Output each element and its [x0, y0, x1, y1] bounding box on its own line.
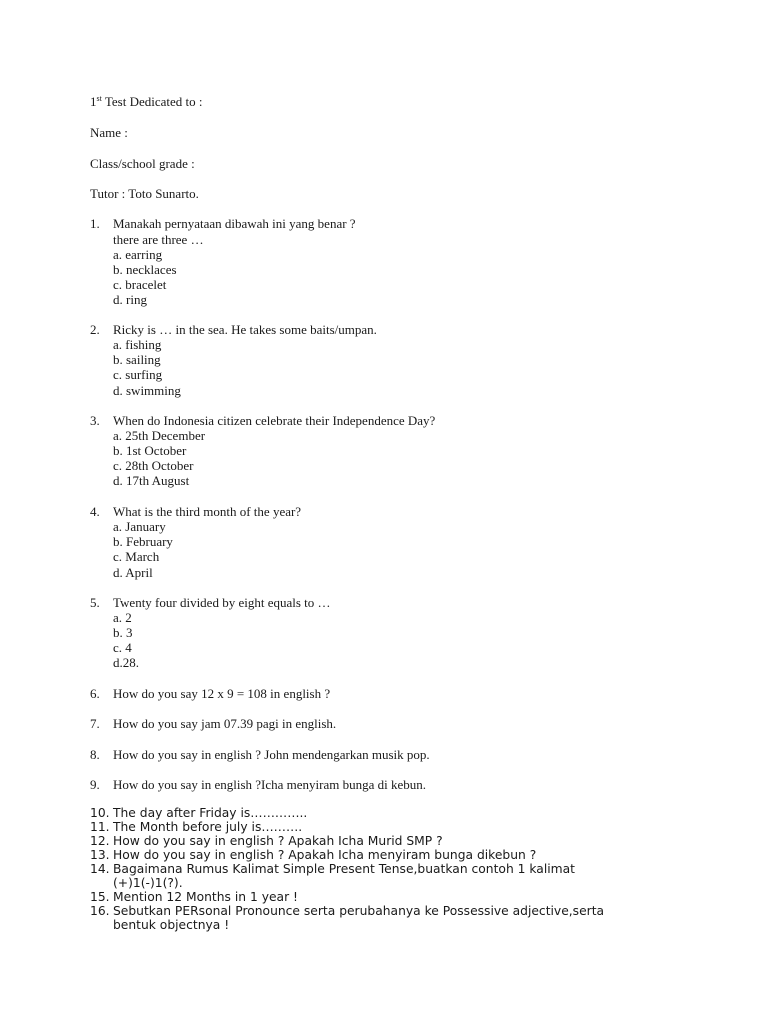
option-d: d. 17th August — [113, 473, 190, 488]
question-number: 6. — [90, 686, 100, 701]
question-text: Mention 12 Months in 1 year ! — [113, 890, 298, 904]
option-d: d. April — [113, 565, 153, 580]
name-field-label: Name : — [90, 125, 128, 140]
question-number: 7. — [90, 716, 100, 731]
option-b: b. sailing — [113, 352, 161, 367]
question-text: The Month before july is………. — [113, 820, 303, 834]
option-a: a. 25th December — [113, 428, 206, 443]
question-text: How do you say in english ? John mendengarkan musik pop. — [113, 747, 430, 762]
option-c: c. March — [113, 549, 160, 564]
option-d: d.28. — [113, 655, 139, 670]
option-a: a. fishing — [113, 337, 162, 352]
question-number: 15. — [90, 890, 110, 904]
question-continuation: (+)1(-)1(?). — [113, 876, 183, 890]
option-b: b. 3 — [113, 625, 133, 640]
question-continuation: bentuk objectnya ! — [113, 918, 230, 932]
question-text: How do you say jam 07.39 pagi in english. — [113, 716, 337, 731]
option-c: c. surfing — [113, 367, 163, 382]
option-b: b. February — [113, 534, 173, 549]
option-a: a. earring — [113, 247, 163, 262]
question-number: 10. — [90, 806, 110, 820]
option-b: b. 1st October — [113, 443, 187, 458]
option-d: d. swimming — [113, 383, 181, 398]
option-a: a. 2 — [113, 610, 132, 625]
question-number: 16. — [90, 904, 110, 918]
question-number: 11. — [90, 820, 110, 834]
question-number: 12. — [90, 834, 110, 848]
question-text: The day after Friday is………….. — [113, 806, 308, 820]
option-c: c. 4 — [113, 640, 132, 655]
option-d: d. ring — [113, 292, 147, 307]
question-text: When do Indonesia citizen celebrate their Independence Day? — [113, 413, 436, 428]
option-a: a. January — [113, 519, 166, 534]
question-number: 1. — [90, 216, 100, 231]
question-text: What is the third month of the year? — [113, 504, 302, 519]
question-text: Twenty four divided by eight equals to … — [113, 595, 331, 610]
question-text: Bagaimana Rumus Kalimat Simple Present Tense,buatkan contoh 1 kalimat — [113, 862, 575, 876]
question-text: How do you say in english ? Apakah Icha menyiram bunga dikebun ? — [113, 848, 537, 862]
question-number: 3. — [90, 413, 100, 428]
test-title: 1st Test Dedicated to : — [90, 94, 203, 109]
question-number: 13. — [90, 848, 110, 862]
question-text: How do you say in english ? Apakah Icha Murid SMP ? — [113, 834, 443, 848]
question-text: Sebutkan PERsonal Pronounce serta perubahanya ke Possessive adjective,serta — [113, 904, 605, 918]
question-text: Manakah pernyataan dibawah ini yang benar ? — [113, 216, 356, 231]
option-b: b. necklaces — [113, 262, 177, 277]
question-text: How do you say 12 x 9 = 108 in english ? — [113, 686, 331, 701]
question-number: 2. — [90, 322, 100, 337]
question-subtext: there are three … — [113, 232, 204, 247]
question-text: Ricky is … in the sea. He takes some baits/umpan. — [113, 322, 377, 337]
question-number: 9. — [90, 777, 100, 792]
question-number: 8. — [90, 747, 100, 762]
option-c: c. bracelet — [113, 277, 167, 292]
question-number: 4. — [90, 504, 100, 519]
question-text: How do you say in english ?Icha menyiram bunga di kebun. — [113, 777, 427, 792]
class-grade-field-label: Class/school grade : — [90, 156, 195, 171]
question-number: 5. — [90, 595, 100, 610]
tutor-line: Tutor : Toto Sunarto. — [90, 186, 199, 201]
question-number: 14. — [90, 862, 110, 876]
option-c: c. 28th October — [113, 458, 194, 473]
